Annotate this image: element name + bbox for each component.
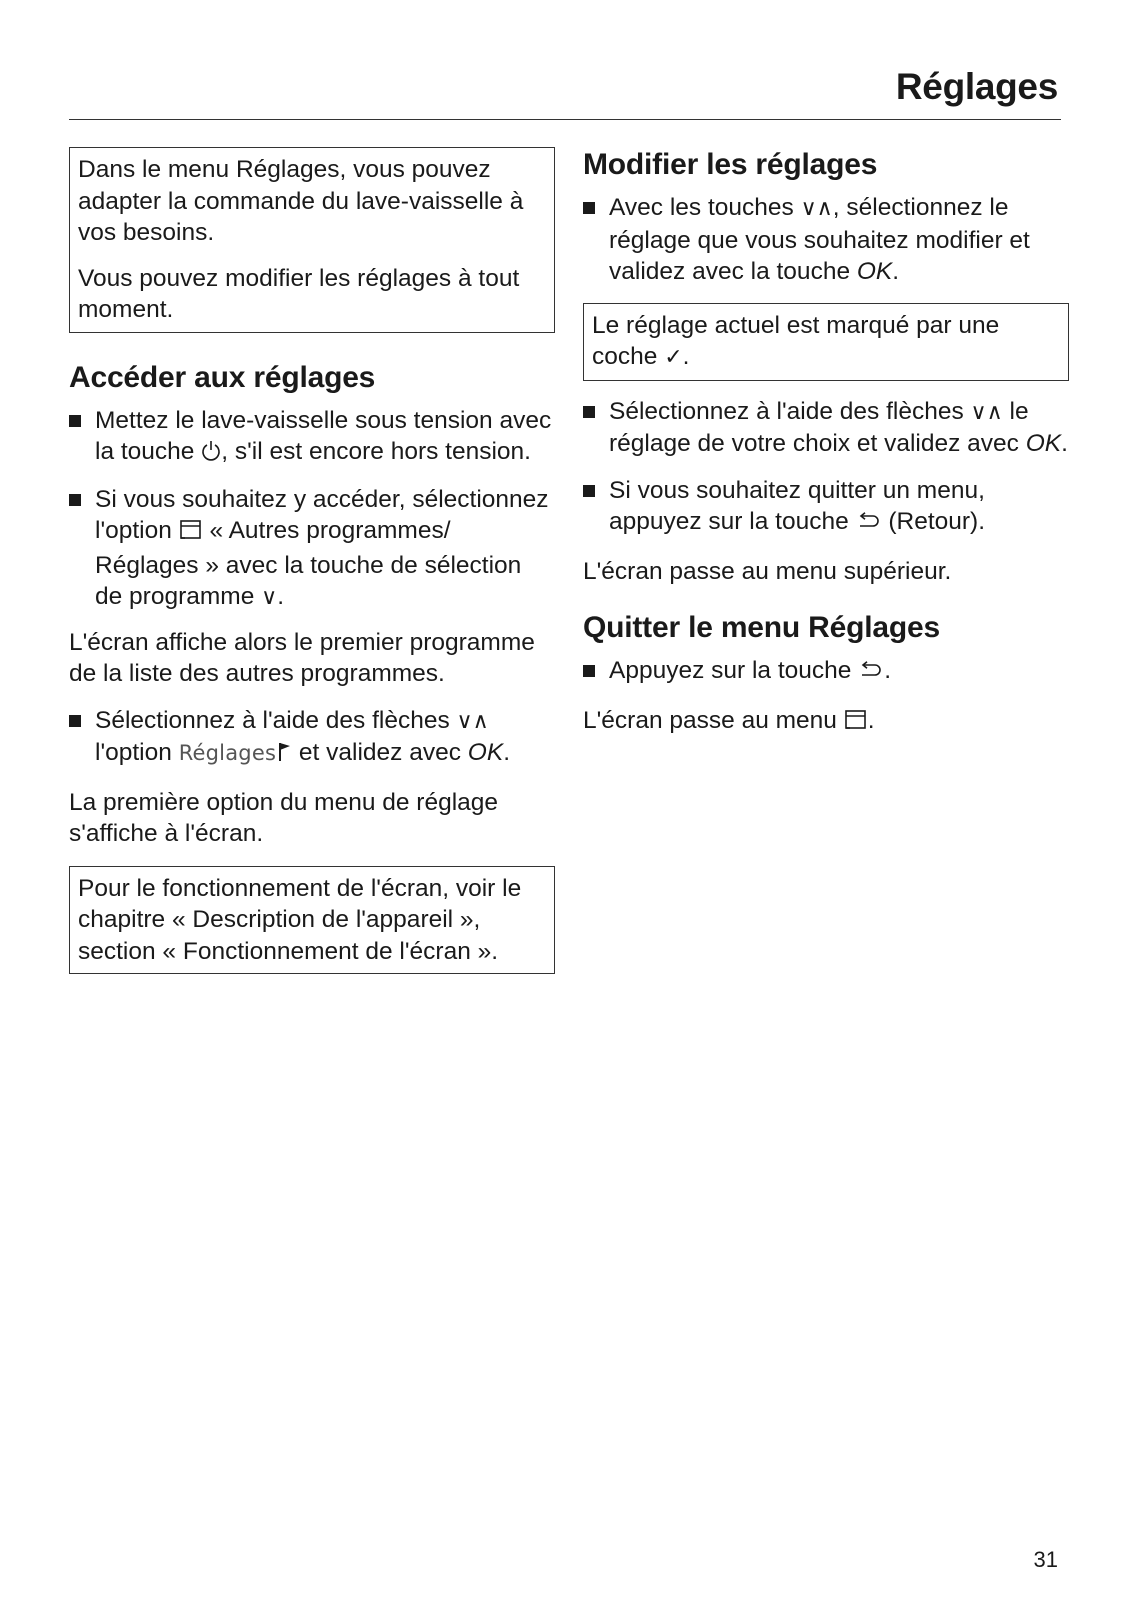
left-column — [69, 147, 555, 974]
paragraph-menu: L'écran passe au menu . — [583, 705, 1069, 740]
bullet-square-icon — [69, 415, 81, 427]
note-box-coche — [583, 303, 1069, 381]
paragraph-menu-superieur: L'écran passe au menu supérieur. — [583, 557, 952, 585]
intro-paragraph-1: Dans le menu Réglages, vous pouvez adapter la commande du lave-vaisselle à vos besoins. — [78, 156, 524, 246]
paragraph-premiere-option: La première option du menu de réglage s'affiche à l'écran. — [69, 788, 499, 847]
menu-window-icon — [844, 708, 868, 740]
intro-paragraph-2: Vous pouvez modifier les réglages à tout moment. — [78, 264, 520, 323]
list-item: Si vous souhaitez y accéder, sélectionnez l'option « Autres programmes/ Réglages » avec la touche de sélection de programme ∨. — [69, 484, 555, 614]
arrow-keys-icon: ∨∧ — [456, 708, 489, 734]
bullet-square-icon — [69, 494, 81, 506]
list-item: Avec les touches ∨∧, sélectionnez le réglage que vous souhaitez modifier et validez avec la touche OK. — [583, 192, 1069, 288]
note-box-ecran — [69, 866, 555, 975]
bullet-square-icon — [583, 485, 595, 497]
page-title: Réglages — [895, 66, 1058, 107]
note-text: Pour le fonctionnement de l'écran, voir le chapitre « Description de l'appareil », section « Fonctionnement de l'écran ». — [78, 874, 522, 965]
list-item: Sélectionnez à l'aide des flèches ∨∧ l'option Réglages et validez avec OK. — [69, 705, 555, 772]
back-arrow-icon — [858, 658, 884, 690]
note-text: Le réglage actuel est marqué par une coche ✓. — [592, 311, 1000, 370]
back-arrow-icon — [856, 509, 882, 541]
arrow-keys-icon: ∨∧ — [970, 399, 1003, 425]
right-column — [583, 146, 1069, 739]
bullet-square-icon — [69, 715, 81, 727]
bullet-square-icon — [583, 406, 595, 418]
header-rule — [69, 119, 1061, 120]
list-item: Appuyez sur la touche . — [583, 655, 1069, 690]
arrow-keys-icon: ∨∧ — [800, 196, 833, 221]
arrow-down-icon: ∨ — [261, 585, 278, 610]
paragraph-premier-programme: L'écran affiche alors le premier programme de la liste des autres programmes. — [69, 628, 535, 687]
section-title-quitter: Quitter le menu Réglages — [583, 611, 940, 644]
list-item: Sélectionnez à l'aide des flèches ∨∧ le réglage de votre choix et validez avec OK. — [583, 396, 1069, 460]
list-item: Mettez le lave-vaisselle sous tension avec la touche , s'il est encore hors tension. — [69, 405, 555, 471]
display-text-reglages: Réglages — [178, 741, 277, 765]
intro-box — [69, 147, 555, 333]
bullet-square-icon — [583, 665, 595, 677]
checkmark-icon: ✓ — [664, 345, 683, 370]
section-title-modifier: Modifier les réglages — [583, 148, 878, 181]
page-number: 31 — [1033, 1547, 1058, 1572]
power-icon — [201, 439, 221, 471]
flag-icon — [276, 740, 292, 772]
list-item: Si vous souhaitez quitter un menu, appuyez sur la touche (Retour). — [583, 475, 1069, 541]
menu-window-icon — [179, 518, 203, 550]
bullet-square-icon — [583, 202, 595, 214]
section-title-acceder: Accéder aux réglages — [69, 360, 376, 394]
